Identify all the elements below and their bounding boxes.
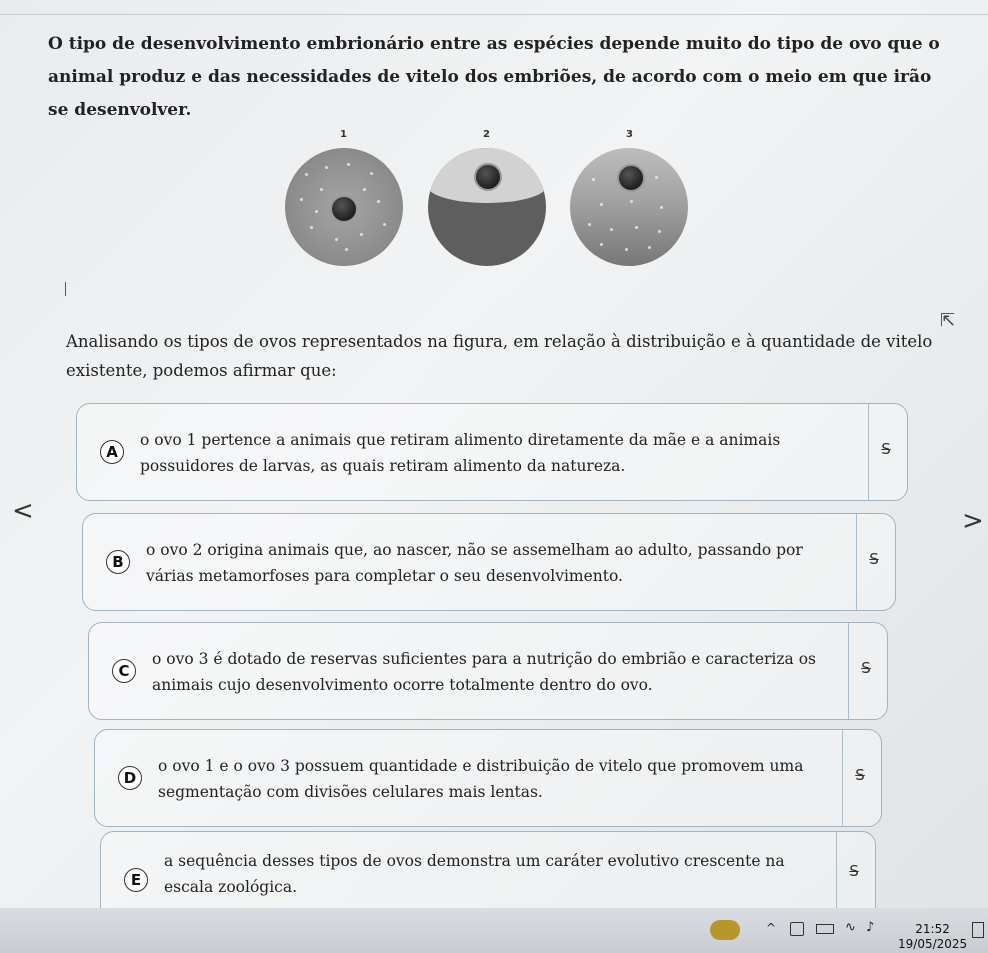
option-c-text: o ovo 3 é dotado de reservas suficientes para a nutrição do embrião e caracteriza os animais cujo desenvolvimento ocorre totalmente dentro do ovo.: [152, 650, 817, 694]
option-e-strike-icon[interactable]: S: [849, 862, 859, 880]
option-e-letter: E: [124, 868, 148, 892]
text-cursor: [65, 282, 66, 296]
wifi-icon[interactable]: ∿: [845, 920, 856, 935]
prev-arrow-icon[interactable]: <: [12, 496, 34, 526]
mouse-pointer-icon: ⇱: [940, 310, 956, 331]
option-a-text: o ovo 1 pertence a animais que retiram alimento diretamente da mãe e a animais possuidores de larvas, as quais retiram alimento da natureza.: [140, 431, 781, 475]
next-arrow-icon[interactable]: >: [962, 506, 984, 536]
option-c-strike-icon[interactable]: S: [861, 659, 871, 677]
eggs-figure: [280, 125, 700, 285]
notification-icon[interactable]: [972, 922, 984, 938]
option-c-letter: C: [112, 659, 136, 683]
option-d-letter: D: [118, 766, 142, 790]
option-a[interactable]: [76, 403, 908, 501]
option-a-strike-icon[interactable]: S: [881, 440, 891, 458]
weather-icon[interactable]: [710, 920, 740, 940]
option-b-text: o ovo 2 origina animais que, ao nascer, não se assemelham ao adulto, passando por várias metamorfoses para completar o seu desenvolvimento.: [146, 541, 803, 585]
option-e-text: a sequência desses tipos de ovos demonstra um caráter evolutivo crescente na escala zoológica.: [164, 852, 785, 896]
egg-1-image: [285, 148, 403, 266]
option-d-text: o ovo 1 e o ovo 3 possuem quantidade e distribuição de vitelo que promovem uma segmentação com divisões celulares mais lentas.: [158, 757, 804, 801]
option-d[interactable]: [94, 729, 882, 827]
clock-time: 21:52: [915, 922, 950, 936]
egg-2-nucleus: [474, 163, 502, 191]
battery-icon[interactable]: [816, 924, 834, 934]
option-b-letter: B: [106, 550, 130, 574]
question-text: Analisando os tipos de ovos representados na figura, em relação à distribuição e à quantidade de vitelo existente, podemos afirmar que:: [66, 332, 933, 380]
option-a-letter: A: [100, 440, 124, 464]
egg-3-nucleus: [617, 164, 645, 192]
egg-1-nucleus: [330, 195, 358, 223]
egg-2-image: [428, 148, 546, 266]
egg-label-2: 2: [483, 129, 490, 140]
clock[interactable]: [898, 922, 967, 952]
egg-label-1: 1: [340, 129, 347, 140]
camera-icon[interactable]: [790, 922, 804, 936]
intro-text: O tipo de desenvolvimento embrionário entre as espécies depende muito do tipo de ovo que o animal produz e das necessidades de vitelo dos embriões, de acordo com o meio em que irão se desenvolver.: [48, 34, 940, 120]
speaker-icon[interactable]: ♪: [866, 920, 875, 935]
option-b[interactable]: [82, 513, 896, 611]
top-divider: [0, 14, 988, 15]
option-b-strike-icon[interactable]: S: [869, 550, 879, 568]
egg-label-3: 3: [626, 129, 633, 140]
egg-3-image: [570, 148, 688, 266]
option-c[interactable]: [88, 622, 888, 720]
clock-date: 19/05/2025: [898, 937, 968, 951]
chevron-up-icon[interactable]: ^: [766, 921, 777, 935]
taskbar: [0, 908, 988, 953]
option-d-strike-icon[interactable]: S: [855, 766, 865, 784]
